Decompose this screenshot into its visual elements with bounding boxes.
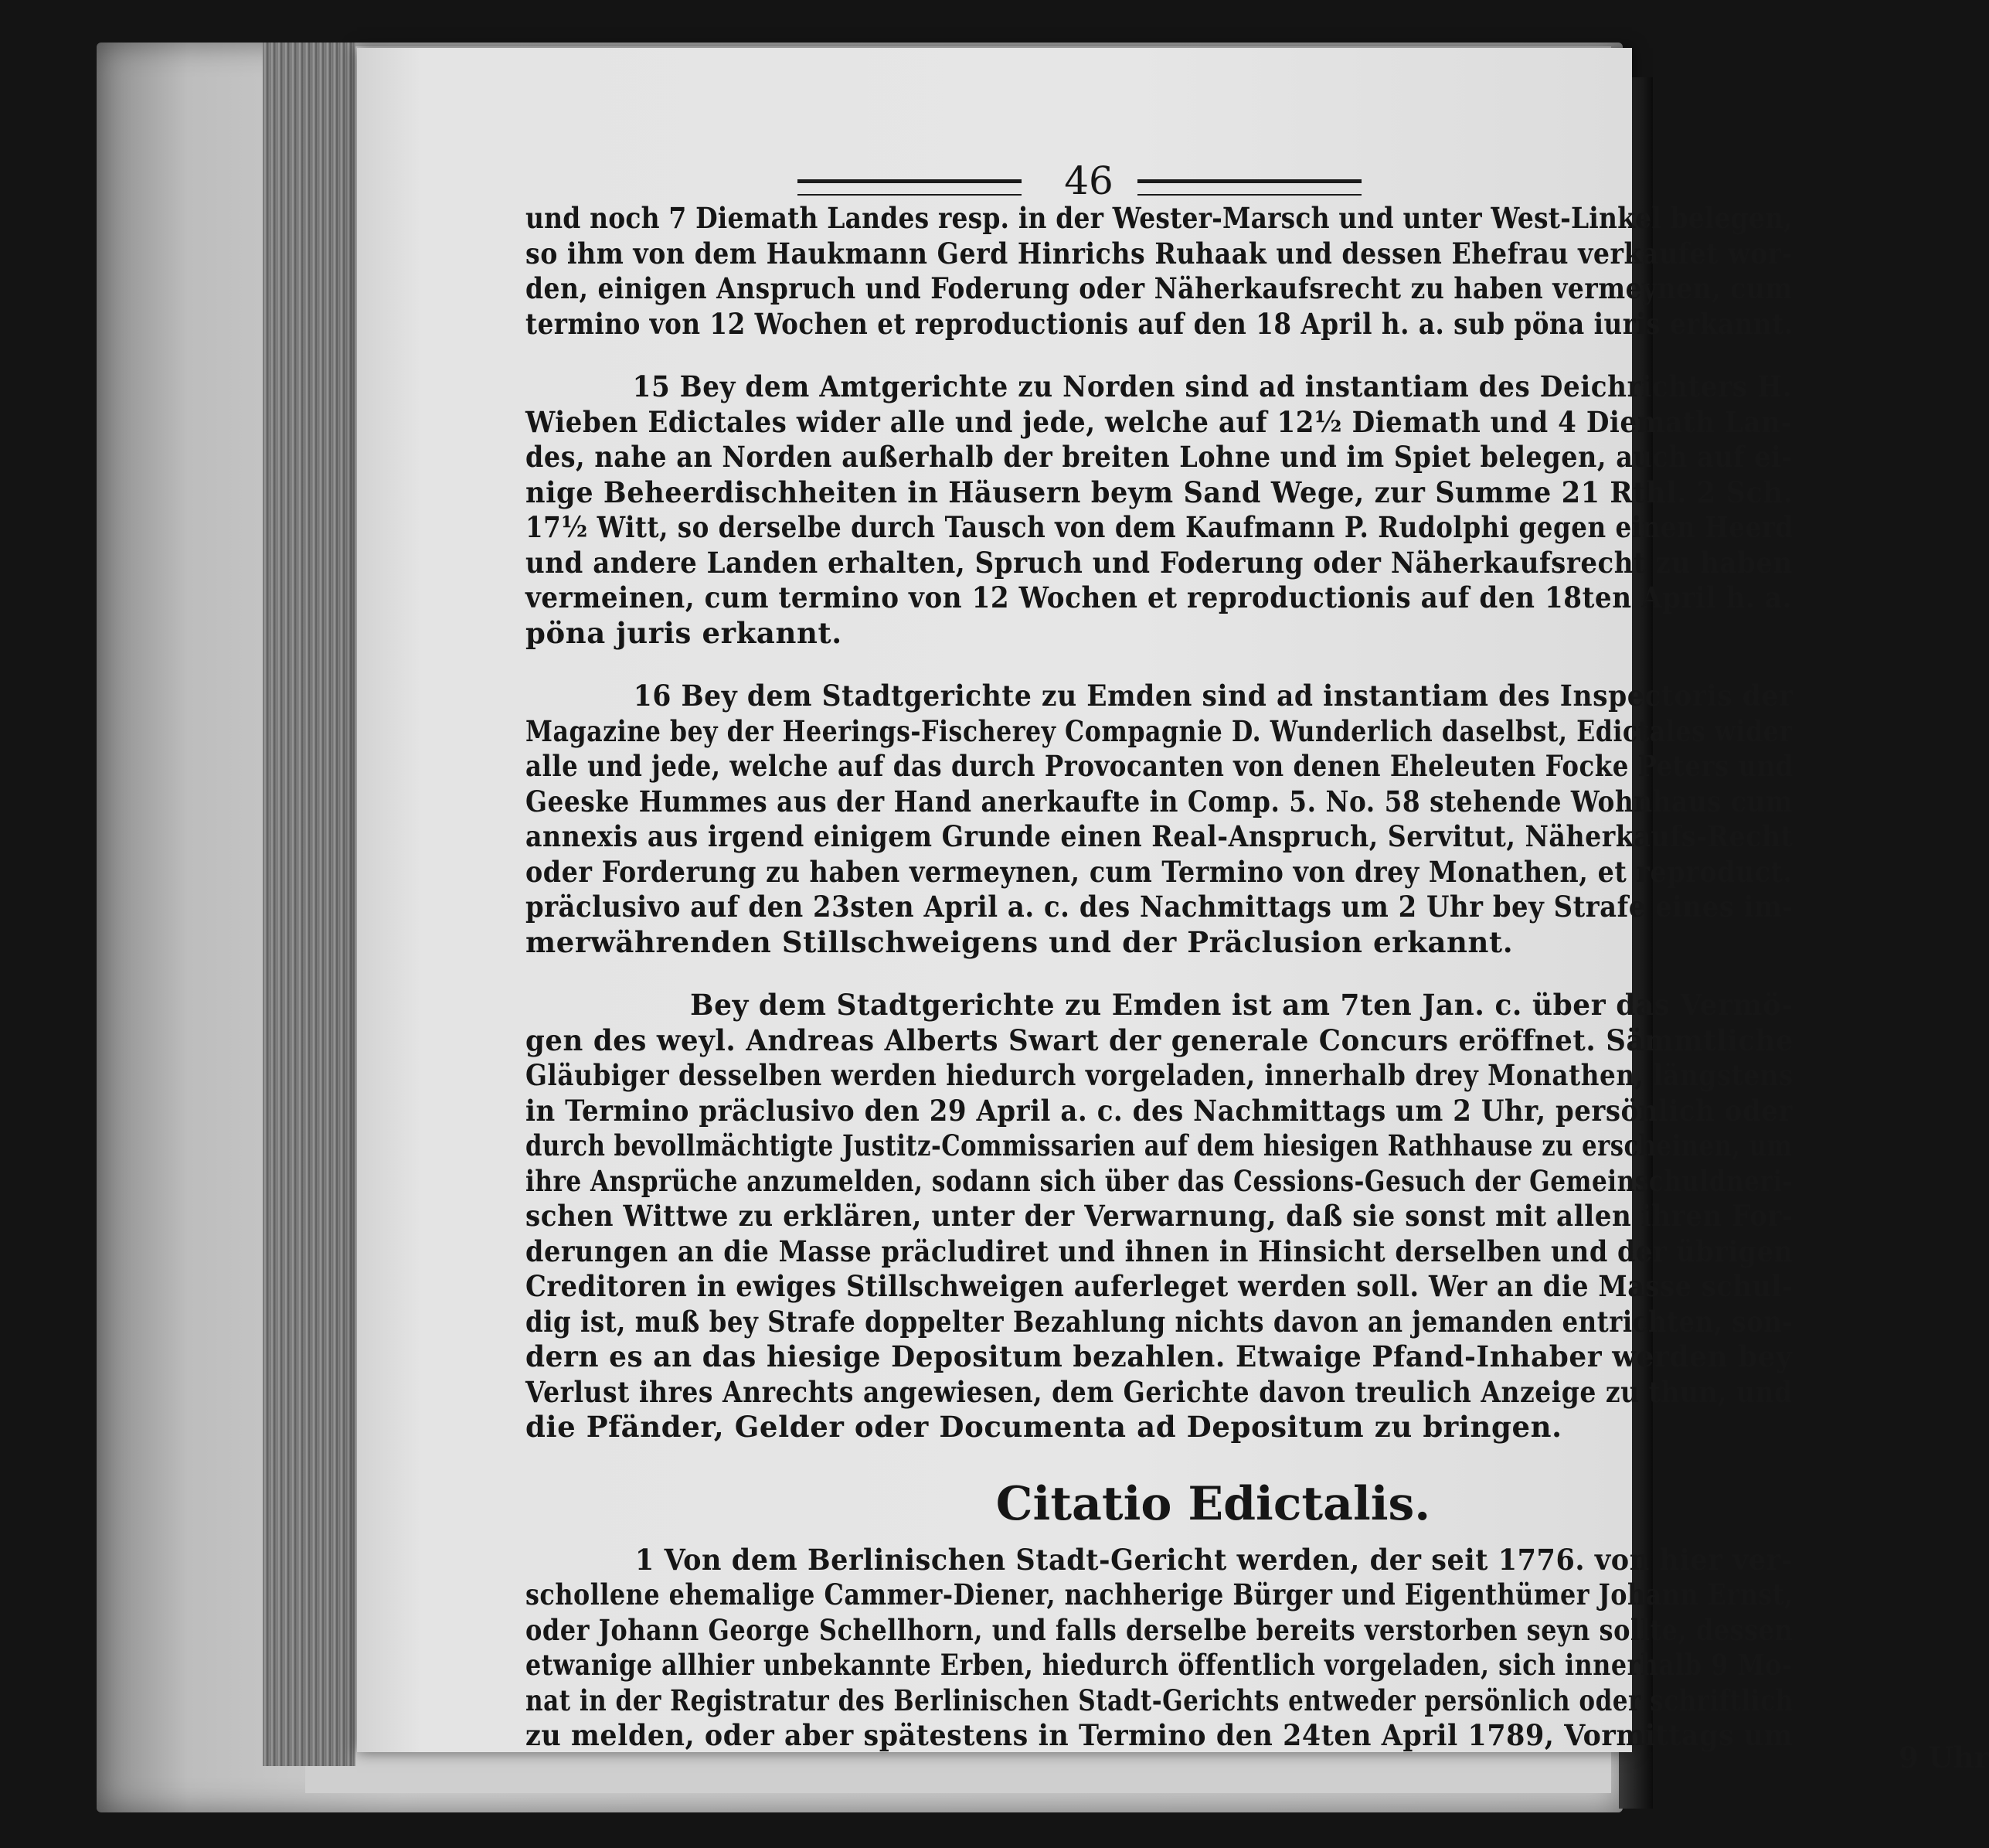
text-line: zu melden, oder aber spätestens in Termino den 24ten April 1789, Vormittags um (525, 1718, 1794, 1752)
text-line: 16 Bey dem Stadtgerichte zu Emden sind ad instantiam des Inspectoris der (633, 679, 1794, 713)
text-line: oder Johann George Schellhorn, und falls derselbe bereits verstorben seyn sollte, dessen (525, 1612, 1794, 1647)
text-line: ihre Ansprüche anzumelden, sodann sich über das Cessions-Gesuch der Gemeinschuldneri- (525, 1163, 1794, 1198)
text-line: 1 Von dem Berlinischen Stadt-Gericht werden, der seit 1776. von hier ver- (634, 1542, 1793, 1577)
text-line: termino von 12 Wochen et reproductionis auf den 18 April h. a. sub pöna iuris erkannt. (525, 306, 1794, 341)
text-line: 17½ Witt, so derselbe durch Tausch von dem Kaufmann P. Rudolphi gegen einen Heerd (525, 510, 1794, 544)
page-header (357, 119, 1632, 203)
text-line: schollene ehemalige Cammer-Diener, nachherige Bürger und Eigenthümer Johann Ernst, (525, 1577, 1794, 1611)
catchword: 9 Uhr (1899, 1741, 1989, 1775)
book-page (357, 48, 1989, 1775)
text-line: dig ist, muß bey Strafe doppelter Bezahlung nichts davon an jemanden entrichten, son- (525, 1304, 1794, 1339)
text-line: 15 Bey dem Amtgerichte zu Norden sind ad instantiam des Deichrichters H. (632, 369, 1793, 403)
text-line: die Pfänder, Gelder oder Documenta ad Depositum zu bringen. (525, 1410, 1562, 1444)
text-line: Gläubiger desselben werden hiedurch vorgeladen, innerhalb drey Monathen, längstens (525, 1058, 1794, 1092)
paragraph-continuation (525, 201, 1978, 342)
page-body (525, 201, 1978, 1782)
text-line: alle und jede, welche auf das durch Provocanten von denen Eheleuten Focke Peters und (525, 749, 1794, 783)
text-line: Wieben Edictales wider alle und jede, welche auf 12½ Diemath und 4 Diemath Lan- (525, 404, 1793, 439)
paragraph-16 (525, 679, 1978, 960)
paragraph-citatio-1 (525, 1543, 1978, 1754)
text-line: annexis aus irgend einigem Grunde einen Real-Anspruch, Servitut, Näherkaufs-Recht (525, 819, 1794, 853)
text-line: vermeinen, cum termino von 12 Wochen et reproductionis auf den 18ten April h. a. (525, 580, 1792, 614)
text-line: derungen an die Masse präcludiret und ihnen in Hinsicht derselben und der übrigen (525, 1234, 1794, 1268)
text-line: nige Beheerdischheiten in Häusern beym Sand Wege, zur Summe 21 Rthl. 2 Sch. (525, 475, 1794, 509)
text-line: Verlust ihres Anrechts angewiesen, dem Gerichte davon treulich Anzeige zu thun, und (525, 1374, 1793, 1409)
text-line: Bey dem Stadtgerichte zu Emden ist am 7ten Jan. c. über das Vermö- (690, 988, 1794, 1022)
text-line: und noch 7 Diemath Landes resp. in der Wester-Marsch und unter West-Linkel belegen, (525, 201, 1793, 235)
page-number: 46 (1064, 158, 1114, 203)
section-title: Citatio Edictalis. (995, 1476, 1431, 1531)
text-line: etwanige allhier unbekannte Erben, hiedurch öffentlich vorgeladen, sich innerhalb 9 Mo- (525, 1648, 1793, 1682)
text-line: so ihm von dem Haukmann Gerd Hinrichs Ruhaak und dessen Ehefrau verkaufet wor- (525, 236, 1794, 271)
text-line: dern es an das hiesige Depositum bezahlen. Etwaige Pfand-Inhaber werden bey (525, 1339, 1793, 1373)
text-line: Geeske Hummes aus der Hand anerkaufte in Comp. 5. No. 58 stehende Wohnhaus cum (525, 784, 1793, 818)
text-line: schen Wittwe zu erklären, unter der Verwarnung, daß sie sonst mit allen ihren For- (525, 1199, 1794, 1233)
text-line: gen des weyl. Andreas Alberts Swart der generale Concurs eröffnet. Sämmtliche (525, 1023, 1794, 1057)
text-line: Magazine bey der Heerings-Fischerey Compagnie D. Wunderlich daselbst, Edictales wider (525, 713, 1793, 748)
paragraph-concurs (525, 988, 1978, 1445)
text-line: merwährenden Stillschweigens und der Präclusion erkannt. (525, 924, 1514, 959)
text-line: in Termino präclusivo den 29 April a. c. des Nachmittags um 2 Uhr, persönlich oder (525, 1093, 1793, 1128)
paragraph-15 (525, 369, 1978, 651)
page-block-edge (263, 43, 355, 1766)
text-line: nat in der Registratur des Berlinischen Stadt-Gerichts entweder persönlich oder schriftlich (525, 1683, 1794, 1717)
text-line: durch bevollmächtigte Justitz-Commissarien auf dem hiesigen Rathhause zu erscheinen, um (525, 1128, 1793, 1162)
text-line: den, einigen Anspruch und Foderung oder Näherkaufsrecht zu haben vermeynen, cum (525, 271, 1793, 305)
text-line: Creditoren in ewiges Stillschweigen auferleget werden soll. Wer an die Masse schul- (525, 1269, 1794, 1303)
text-line: des, nahe an Norden außerhalb der breiten Lohne und im Spiet belegen, auch auf ei- (525, 440, 1793, 474)
text-line: präclusivo auf den 23sten April a. c. des Nachmittags um 2 Uhr bey Strafe eines im- (525, 890, 1794, 924)
text-line: pöna juris erkannt. (525, 615, 842, 650)
text-line: und andere Landen erhalten, Spruch und Foderung oder Näherkaufsrecht zu haben (525, 545, 1793, 580)
header-rule-left (797, 179, 1022, 196)
header-rule-right (1137, 179, 1362, 196)
text-line: oder Forderung zu haben vermeynen, cum Termino von drey Monathen, et reproduct. (525, 854, 1793, 889)
